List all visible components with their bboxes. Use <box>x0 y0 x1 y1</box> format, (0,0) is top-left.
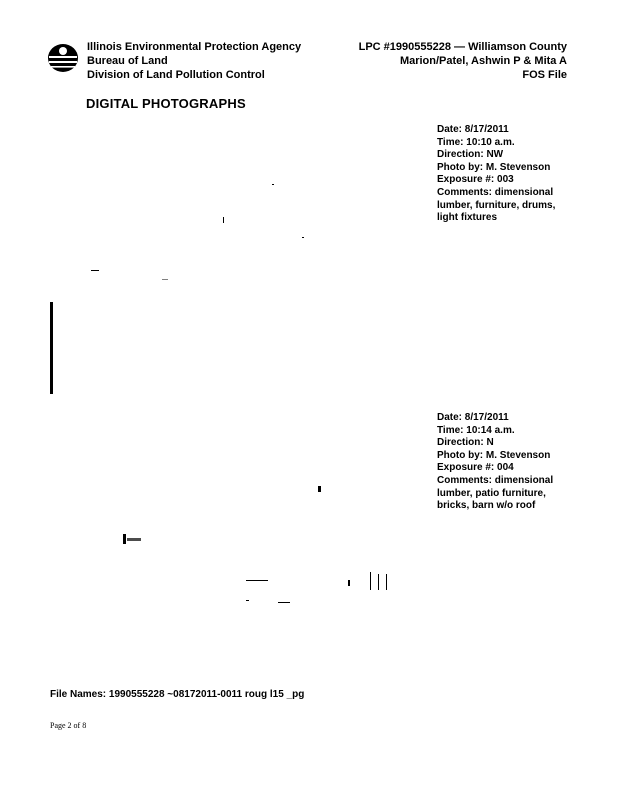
scan-speck <box>302 237 304 238</box>
file-names: File Names: 1990555228 ~08172011-0011 roug l15 _pg <box>50 689 305 700</box>
scan-speck <box>162 279 168 280</box>
photo-2-comments: Comments: dimensional <box>437 474 554 486</box>
scan-speck <box>246 600 249 601</box>
photo-1-comments-line2: lumber, furniture, drums, <box>437 199 556 211</box>
division-name: Division of Land Pollution Control <box>87 69 265 81</box>
scan-speck <box>370 572 371 590</box>
photo-1-exposure: Exposure #: 003 <box>437 174 514 186</box>
scan-speck <box>246 580 268 581</box>
site-owner: Marion/Patel, Ashwin P & Mita A <box>399 55 567 67</box>
scan-speck <box>378 574 379 590</box>
photo-1-caption <box>437 124 555 225</box>
scan-speck <box>386 574 387 590</box>
photo-2-direction: Direction: N <box>437 437 494 449</box>
photo-2 <box>50 410 420 680</box>
photo-1 <box>50 120 420 400</box>
photo-1-comments-line3: light fixtures <box>437 212 498 224</box>
scan-speck <box>127 538 141 541</box>
photo-2-photographer: Photo by: M. Stevenson <box>437 449 551 461</box>
scan-speck <box>272 184 274 185</box>
agency-block <box>87 40 301 82</box>
scan-speck <box>123 534 126 544</box>
page-title: DIGITAL PHOTOGRAPHS <box>86 96 246 111</box>
case-block <box>359 40 567 82</box>
scan-speck <box>278 602 290 603</box>
scan-edge-line <box>50 302 53 394</box>
scan-speck <box>348 580 350 586</box>
agency-name: Illinois Environmental Protection Agency <box>87 41 302 53</box>
photo-2-exposure: Exposure #: 004 <box>437 462 514 474</box>
file-type: FOS File <box>522 69 567 81</box>
scan-speck <box>91 270 99 271</box>
photo-1-time: Time: 10:10 a.m. <box>437 136 515 148</box>
case-number: LPC #1990555228 — Williamson County <box>358 41 567 53</box>
photo-2-caption <box>437 412 553 513</box>
scan-speck <box>223 217 224 223</box>
page-number: Page 2 of 8 <box>50 721 87 730</box>
photo-1-date: Date: 8/17/2011 <box>437 124 509 135</box>
photo-2-date: Date: 8/17/2011 <box>437 412 509 423</box>
photo-2-comments-line2: lumber, patio furniture, <box>437 487 546 499</box>
scan-speck <box>318 486 321 492</box>
photo-1-direction: Direction: NW <box>437 149 504 161</box>
bureau-name: Bureau of Land <box>87 55 168 67</box>
photo-2-comments-line3: bricks, barn w/o roof <box>437 500 536 512</box>
agency-logo-icon <box>46 42 80 74</box>
photo-2-time: Time: 10:14 a.m. <box>437 424 515 436</box>
photo-1-comments: Comments: dimensional <box>437 186 554 198</box>
photo-1-photographer: Photo by: M. Stevenson <box>437 161 551 173</box>
